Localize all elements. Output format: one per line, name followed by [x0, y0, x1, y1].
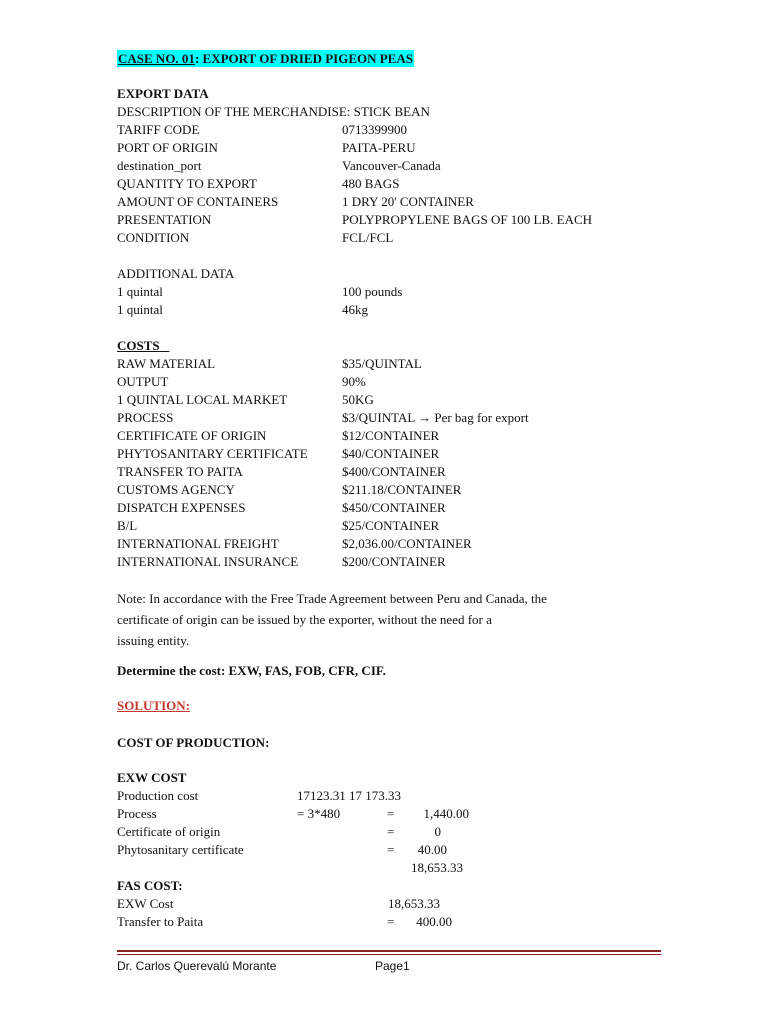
row-label: PHYTOSANITARY CERTIFICATE: [117, 446, 308, 461]
row-value: Vancouver-Canada: [342, 158, 441, 173]
row-value: 100 pounds: [342, 284, 403, 299]
case-title: [117, 50, 414, 67]
calc-label: Certificate of origin: [117, 824, 221, 839]
footer-author: Dr. Carlos Querevalú Morante: [117, 959, 277, 973]
row-value: $2,036.00/CONTAINER: [342, 536, 472, 551]
exw-total: 18,653.33: [411, 860, 463, 875]
calc-value: 1,440.00: [423, 806, 469, 821]
row-value: $35/QUINTAL: [342, 356, 422, 371]
calc-value: 18,653.33: [388, 896, 440, 911]
agreement-note: [117, 588, 587, 651]
case-number: CASE NO. 01: [118, 51, 195, 66]
row-label: PORT OF ORIGIN: [117, 140, 218, 155]
row-label: CERTIFICATE OF ORIGIN: [117, 428, 267, 443]
footer-divider-thin: [117, 954, 661, 955]
row-label: CONDITION: [117, 230, 190, 245]
row-label: B/L: [117, 518, 138, 533]
note-line: certificate of origin can be issued by the exporter, without the need for a: [117, 612, 492, 627]
row-value: $450/CONTAINER: [342, 500, 446, 515]
row-label: destination_port: [117, 158, 202, 173]
fas-cost-heading: FAS COST:: [117, 878, 183, 893]
note-line: Note: In accordance with the Free Trade Agreement between Peru and Canada, the: [117, 591, 547, 606]
calc-value: 400.00: [416, 914, 452, 929]
row-label: DISPATCH EXPENSES: [117, 500, 246, 515]
footer-page-number: Page1: [375, 959, 410, 973]
row-label: INTERNATIONAL INSURANCE: [117, 554, 299, 569]
row-label: OUTPUT: [117, 374, 169, 389]
calc-formula: 17123.31 17 173.33: [297, 788, 401, 803]
additional-data-heading: ADDITIONAL DATA: [117, 266, 235, 281]
row-value: POLYPROPYLENE BAGS OF 100 LB. EACH: [342, 212, 593, 227]
row-value: $200/CONTAINER: [342, 554, 446, 569]
row-label: RAW MATERIAL: [117, 356, 216, 371]
calc-value: 40.00: [417, 842, 447, 857]
row-label: QUANTITY TO EXPORT: [117, 176, 257, 191]
row-value: $40/CONTAINER: [342, 446, 440, 461]
calc-label: Production cost: [117, 788, 199, 803]
row-value: 46kg: [342, 302, 368, 317]
row-value: PAITA-PERU: [342, 140, 416, 155]
calc-equals: =: [387, 842, 395, 857]
task-statement: Determine the cost: EXW, FAS, FOB, CFR, CIF.: [117, 663, 386, 678]
row-label: 1 quintal: [117, 302, 163, 317]
row-value: $3/QUINTAL → Per bag for export: [342, 410, 529, 425]
row-value: 0713399900: [342, 122, 407, 137]
calc-value: 0: [434, 824, 441, 839]
row-value: 1 DRY 20' CONTAINER: [342, 194, 474, 209]
footer-divider: [117, 950, 661, 952]
calc-equals: =: [387, 824, 395, 839]
row-label: PROCESS: [117, 410, 174, 425]
costs-heading-text: COSTS: [117, 338, 160, 353]
row-value: 50KG: [342, 392, 374, 407]
row-value: FCL/FCL: [342, 230, 394, 245]
row-value: 90%: [342, 374, 366, 389]
row-label: PRESENTATION: [117, 212, 212, 227]
row-label: TARIFF CODE: [117, 122, 200, 137]
row-label: TRANSFER TO PAITA: [117, 464, 243, 479]
calc-equals: =: [387, 914, 395, 929]
row-value: $25/CONTAINER: [342, 518, 440, 533]
calc-equals: =: [387, 806, 395, 821]
solution-heading: SOLUTION:: [117, 698, 190, 713]
calc-label: EXW Cost: [117, 896, 174, 911]
calc-label: Process: [117, 806, 157, 821]
calc-label: Transfer to Paita: [117, 914, 204, 929]
row-label: INTERNATIONAL FREIGHT: [117, 536, 279, 551]
row-value: $12/CONTAINER: [342, 428, 440, 443]
export-data-heading: EXPORT DATA: [117, 86, 209, 101]
cost-of-production-heading: COST OF PRODUCTION:: [117, 735, 270, 750]
costs-heading: [117, 337, 169, 355]
row-label: 1 QUINTAL LOCAL MARKET: [117, 392, 288, 407]
merchandise-description: DESCRIPTION OF THE MERCHANDISE: STICK BEAN: [117, 104, 430, 119]
exw-cost-heading: EXW COST: [117, 770, 187, 785]
row-value: 480 BAGS: [342, 176, 400, 191]
row-value: $400/CONTAINER: [342, 464, 446, 479]
row-value: $211.18/CONTAINER: [342, 482, 462, 497]
calc-formula: = 3*480: [297, 806, 341, 821]
row-label: CUSTOMS AGENCY: [117, 482, 235, 497]
row-label: AMOUNT OF CONTAINERS: [117, 194, 279, 209]
row-label: 1 quintal: [117, 284, 163, 299]
case-title-text: : EXPORT OF DRIED PIGEON PEAS: [194, 51, 413, 66]
calc-label: Phytosanitary certificate: [117, 842, 244, 857]
note-line: issuing entity.: [117, 633, 190, 648]
